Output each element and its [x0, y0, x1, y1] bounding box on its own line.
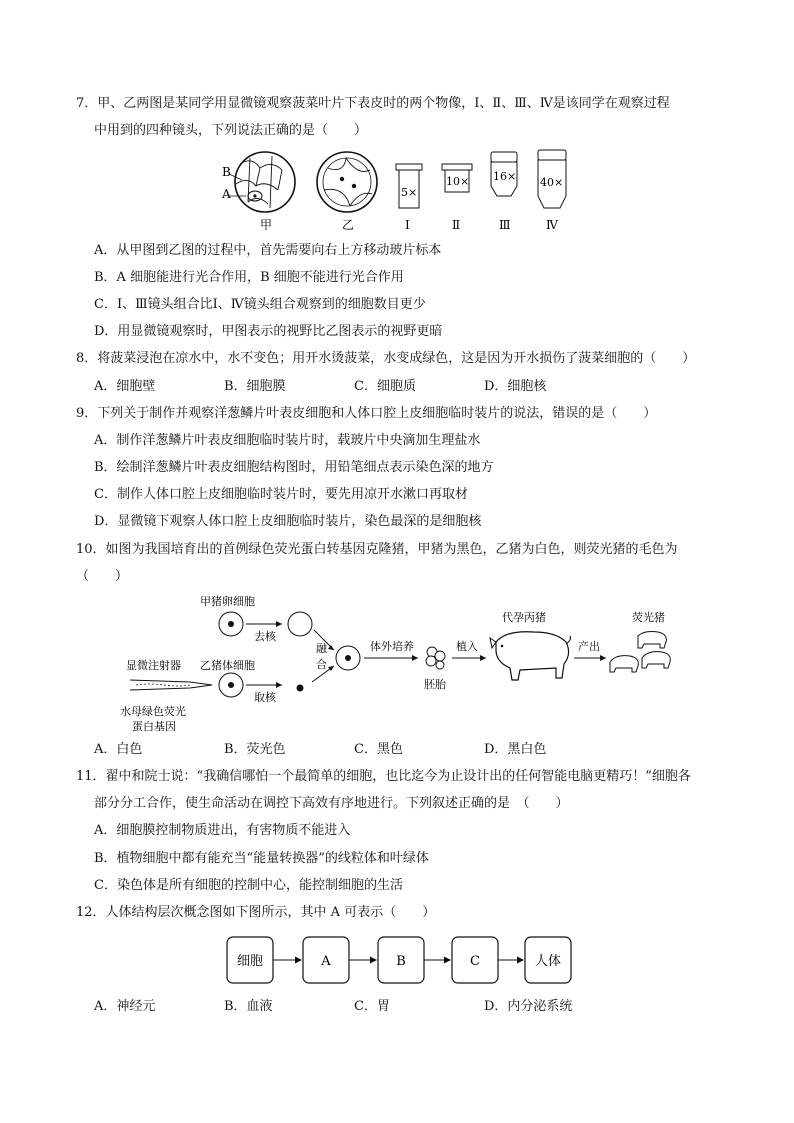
q7-stem-line2: 中用到的四种镜头，下列说法正确的是（ ） — [94, 123, 368, 138]
q10-cloning-figure — [110, 592, 680, 734]
box-c-label: C — [470, 954, 480, 969]
q8-options — [94, 378, 614, 396]
box-cell-label: 细胞 — [236, 954, 264, 969]
label-fuse-2: 合 — [316, 658, 327, 671]
q10-option-c: C．黑色 — [354, 742, 403, 757]
label-fuse-1: 融 — [316, 642, 327, 655]
box-human-label: 人体 — [534, 954, 562, 969]
view-jia — [235, 152, 295, 212]
box-b-label: B — [396, 954, 406, 969]
q7-microscope-figure — [220, 146, 580, 232]
q11-option-a: A．细胞膜控制物质进出，有害物质不能进入 — [94, 823, 351, 838]
label-injector: 显微注射器 — [126, 659, 181, 672]
view-yi — [317, 152, 377, 212]
surrogate-pig-graphic — [490, 632, 571, 680]
q12-option-a: A．神经元 — [94, 999, 156, 1014]
q8-option-d: D．细胞核 — [484, 379, 547, 394]
q12-hierarchy-diagram — [226, 935, 576, 987]
q10-options — [94, 741, 614, 759]
q8-option-b: B．细胞膜 — [224, 379, 286, 394]
label-b: B — [222, 165, 231, 179]
q7-stem-line1: 7．甲、乙两图是某同学用显微镜观察菠菜叶片下表皮时的两个物像，Ⅰ、Ⅱ、Ⅲ、Ⅳ是该同学在观察过程 — [76, 96, 670, 111]
q12-option-d: D．内分泌系统 — [484, 999, 573, 1014]
label-jia: 甲 — [260, 218, 273, 232]
label-glow-pig: 荧光猪 — [632, 611, 665, 624]
lens-1 — [396, 164, 422, 208]
q11-option-c: C．染色体是所有细胞的控制中心，能控制细胞的生活 — [94, 878, 403, 893]
glow-pigs-graphic — [610, 632, 670, 673]
q9-option-b: B．绘制洋葱鳞片叶表皮细胞结构图时，用铅笔细点表示染色深的地方 — [94, 460, 494, 475]
q10-stem-line2: （ ） — [76, 569, 129, 584]
label-embryo: 胚胎 — [424, 678, 446, 691]
label-culture: 体外培养 — [370, 640, 414, 653]
q7-option-a: A．从甲图到乙图的过程中，首先需要向右上方移动玻片标本 — [94, 243, 442, 258]
lens-3-label: 16× — [493, 170, 517, 183]
label-take-nucleus: 取核 — [254, 691, 276, 704]
q11-stem-line2: 部分分工合作，使生命活动在调控下高效有序地进行。下列叙述正确的是 （ ） — [94, 796, 569, 811]
roman-2: Ⅱ — [452, 218, 461, 232]
q12-option-b: B．血液 — [224, 999, 273, 1014]
q7-option-d: D．用显微镜观察时，甲图表示的视野比乙图表示的视野更暗 — [94, 324, 443, 339]
lens-2 — [442, 164, 472, 192]
q8-stem-line1: 8．将菠菜浸泡在凉水中，水不变色；用开水烫菠菜，水变成绿色，这是因为开水损伤了菠菜细胞的（ ） — [76, 351, 696, 366]
label-yi: 乙 — [342, 218, 355, 232]
label-gene-1: 水母绿色荧光 — [120, 705, 186, 718]
lens-2-label: 10× — [446, 175, 470, 188]
q10-option-a: A．白色 — [94, 742, 143, 757]
q9-option-d: D．显微镜下观察人体口腔上皮细胞临时装片，染色最深的是细胞核 — [94, 514, 482, 529]
lens-1-label: 5× — [401, 186, 418, 199]
q10-option-d: D．黑白色 — [484, 742, 547, 757]
q7-option-b: B．A 细胞能进行光合作用，B 细胞不能进行光合作用 — [94, 270, 404, 285]
q10-stem-line1: 10．如图为我国培育出的首例绿色荧光蛋白转基因克隆猪，甲猪为黑色，乙猪为白色，则荧光猪的毛色为 — [76, 542, 678, 557]
q11-option-b: B．植物细胞中都有能充当“能量转换器”的线粒体和叶绿体 — [94, 851, 429, 866]
q11-stem-line1: 11．翟中和院士说：“我确信哪怕一个最简单的细胞，也比迄今为止设计出的任何智能电脑更精巧！”细胞各 — [76, 769, 691, 784]
box-a-label: A — [321, 954, 331, 969]
roman-3: Ⅲ — [499, 218, 511, 232]
lens-4-label: 40× — [540, 176, 564, 189]
label-egg: 甲猪卵细胞 — [200, 595, 255, 608]
label-enucleate: 去核 — [254, 630, 276, 643]
label-a: A — [222, 187, 231, 201]
q8-option-c: C．细胞质 — [354, 379, 416, 394]
lens-3 — [491, 152, 517, 196]
label-body-cell: 乙猪体细胞 — [200, 659, 255, 672]
roman-1: Ⅰ — [405, 218, 410, 232]
embryo-graphic — [426, 647, 445, 669]
q12-options — [94, 998, 654, 1016]
q7-option-c: C．Ⅰ、Ⅲ镜头组合比Ⅰ、Ⅳ镜头组合观察到的细胞数目更少 — [94, 297, 426, 312]
q9-option-a: A．制作洋葱鳞片叶表皮细胞临时装片时，载玻片中央滴加生理盐水 — [94, 433, 481, 448]
label-birth: 产出 — [578, 640, 600, 653]
q12-option-c: C．胃 — [354, 999, 390, 1014]
label-gene-2: 蛋白基因 — [132, 720, 176, 733]
lens-4 — [538, 150, 566, 208]
q8-option-a: A．细胞壁 — [94, 379, 156, 394]
roman-4: Ⅳ — [546, 218, 558, 232]
q12-stem-line1: 12．人体结构层次概念图如下图所示，其中 A 可表示（ ） — [76, 905, 436, 920]
label-implant: 植入 — [456, 640, 478, 653]
q9-option-c: C．制作人体口腔上皮细胞临时装片时，要先用凉开水漱口再取材 — [94, 487, 468, 502]
q10-option-b: B．荧光色 — [224, 742, 286, 757]
q9-stem-line1: 9．下列关于制作并观察洋葱鳞片叶表皮细胞和人体口腔上皮细胞临时装片的说法，错误的是（ ） — [76, 406, 657, 421]
label-surrogate: 代孕丙猪 — [502, 611, 546, 624]
